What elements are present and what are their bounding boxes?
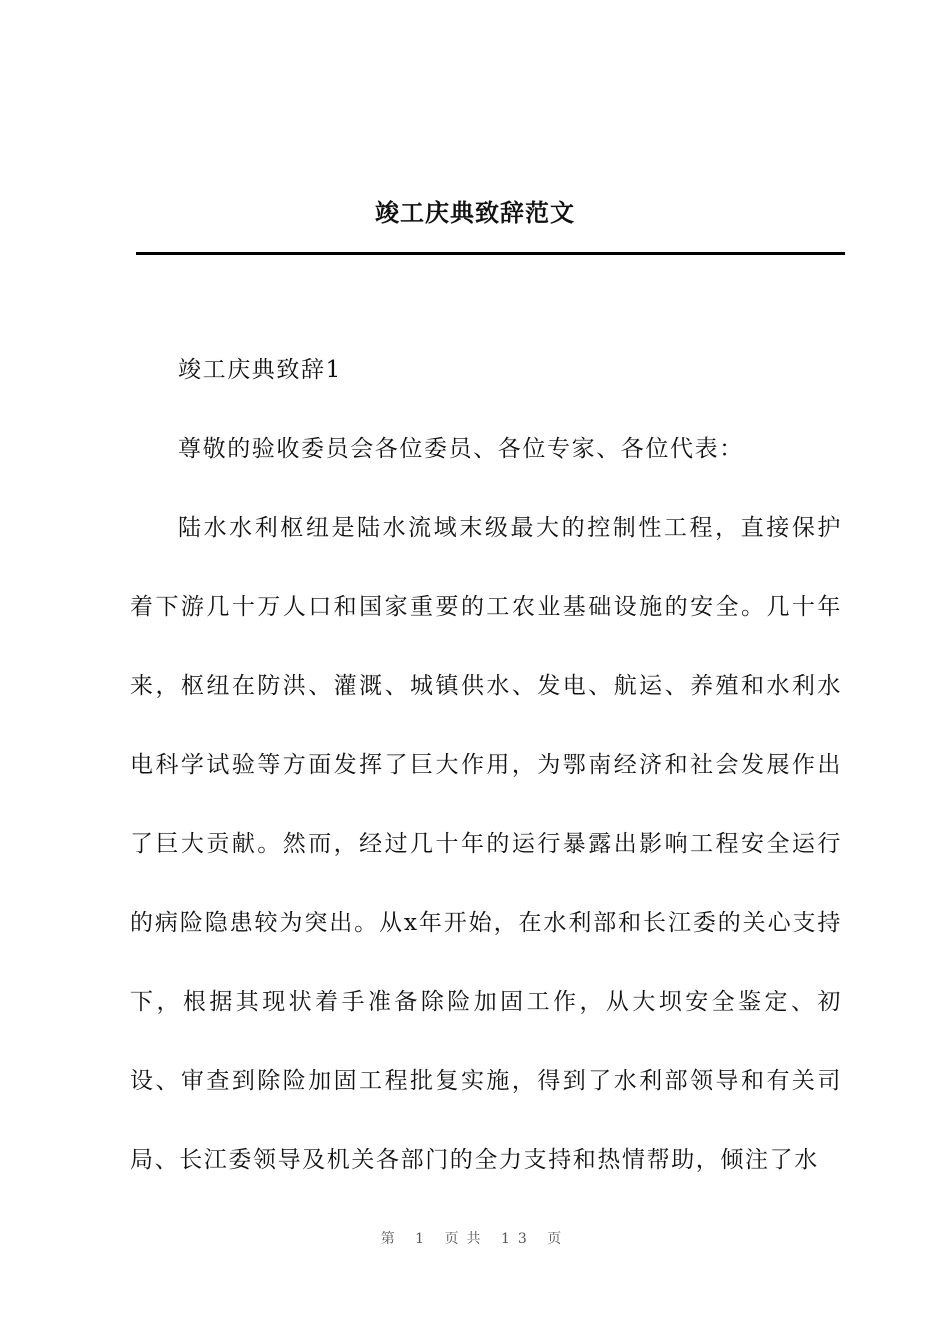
body-paragraph: 陆水水利枢纽是陆水流域末级最大的控制性工程，直接保护着下游几十万人口和国家重要的工农业基础设施的安全。几十年来，枢纽在防洪、灌溉、城镇供水、发电、航运、养殖和水利水电科学试验等方面发挥了巨大作用，为鄂南经济和社会发展作出了巨大贡献。然而，经过几十年的运行暴露出影响工程安全运行的病险隐患较为突出。从x年开始，在水利部和长江委的关心支持下，根据其现状着手准备除险加固工作，从大坝安全鉴定、初设、审查到除险加固工程批复实施，得到了水利部领导和有关司局、长江委领导及机关各部门的全力支持和热情帮助，倾注了水 [130,515,842,1173]
document-body [130,346,842,1231]
page-footer: 第 1 页共 13 页 [380,1231,570,1247]
document-title: 竣工庆典致辞范文 [375,198,575,227]
salutation: 尊敬的验收委员会各位委员、各位专家、各位代表： [178,436,744,462]
section-heading: 竣工庆典致辞1 [178,357,342,383]
title-underline [136,252,845,255]
